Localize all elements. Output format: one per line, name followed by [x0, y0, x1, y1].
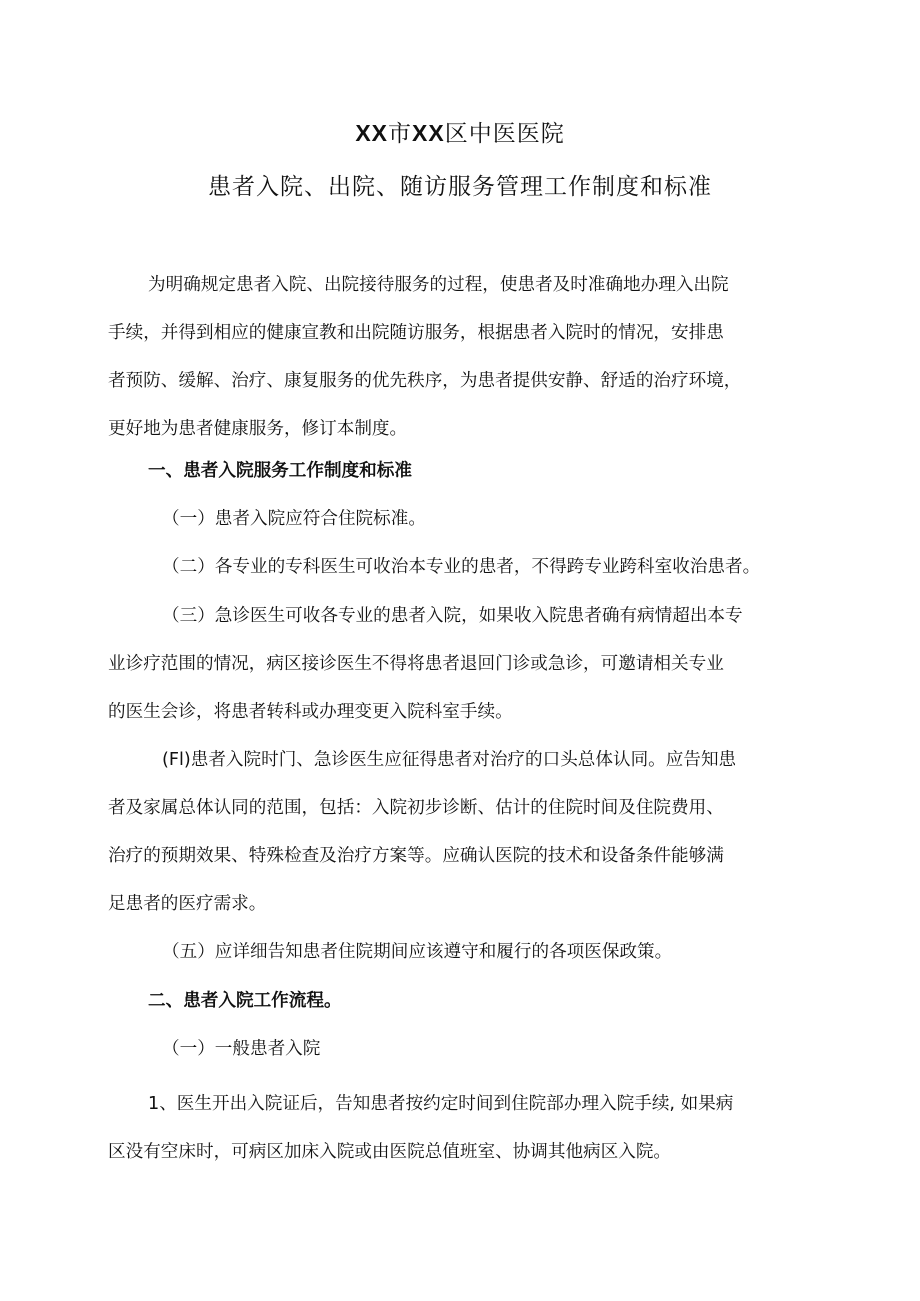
- section1-item3-line: 业诊疗范围的情况，病区接诊医生不得将患者退回门诊或急诊，可邀请相关专业: [108, 654, 724, 674]
- section2-sub1-block: [108, 1025, 822, 1073]
- section2-sub1: （一）一般患者入院: [162, 1039, 321, 1059]
- section2-heading-block: [108, 977, 822, 1025]
- section2-point1-line: 区没有空床时，可病区加床入院或由医院总值班室、协调其他病区入院。: [108, 1142, 672, 1162]
- section1-item4-line: (Fl)患者入院时门、急诊医生应征得患者对治疗的口头总体认同。应告知患: [162, 750, 737, 770]
- section2-point1-block: [108, 1080, 822, 1176]
- section2-point1-line: 1、医生开出入院证后，告知患者按约定时间到住院部办理入院手续, 如果病: [148, 1094, 734, 1114]
- intro-line: 者预防、缓解、治疗、康复服务的优先秩序，为患者提供安静、舒适的治疗环境，: [108, 371, 742, 391]
- intro-line: 手续，并得到相应的健康宣教和出院随访服务，根据患者入院时的情况，安排患: [108, 323, 724, 343]
- intro-line: 为明确规定患者入院、出院接待服务的过程，使患者及时准确地办理入出院: [148, 275, 729, 295]
- document-title-line2: 患者入院、出院、随访服务管理工作制度和标准: [208, 174, 712, 200]
- section1-item5-block: [108, 928, 822, 976]
- intro-line: 更好地为患者健康服务，修订本制度。: [108, 419, 408, 439]
- title-xx-city: XX: [355, 120, 388, 146]
- title-xx-district: XX: [412, 120, 445, 146]
- section1-item2-block: [108, 543, 822, 591]
- intro-paragraph: [108, 261, 822, 453]
- section1-item1-block: [108, 495, 822, 543]
- title-city-char: 市: [388, 121, 412, 147]
- section1-item2: （二）各专业的专科医生可收治本专业的患者，不得跨专业跨科室收治患者。: [162, 557, 761, 577]
- title-hospital-name: 区中医医院: [444, 121, 565, 147]
- section1-item4-line: 足患者的医疗需求。: [108, 894, 267, 914]
- section1-heading-block: [108, 447, 822, 495]
- section1-item3-block: [108, 592, 822, 736]
- section1-item5: （五）应详细告知患者住院期间应该遵守和履行的各项医保政策。: [162, 942, 673, 962]
- section1-item3-line: 的医生会诊，将患者转科或办理变更入院科室手续。: [108, 702, 513, 722]
- document-title-line1: [0, 115, 920, 148]
- section1-item4-line: 者及家属总体认同的范围，包括：入院初步诊断、估计的住院时间及住院费用、: [108, 798, 724, 818]
- section1-heading: 一、患者入院服务工作制度和标准: [148, 461, 412, 481]
- section1-item4-line: 治疗的预期效果、特殊检查及治疗方案等。应确认医院的技术和设备条件能够满: [108, 846, 724, 866]
- section1-item3-line: （三）急诊医生可收各专业的患者入院，如果收入院患者确有病情超出本专: [162, 606, 743, 626]
- section1-item1: （一）患者入院应符合住院标准。: [162, 509, 426, 529]
- section1-item4-block: [108, 736, 822, 928]
- section2-heading: 二、患者入院工作流程。: [148, 991, 342, 1011]
